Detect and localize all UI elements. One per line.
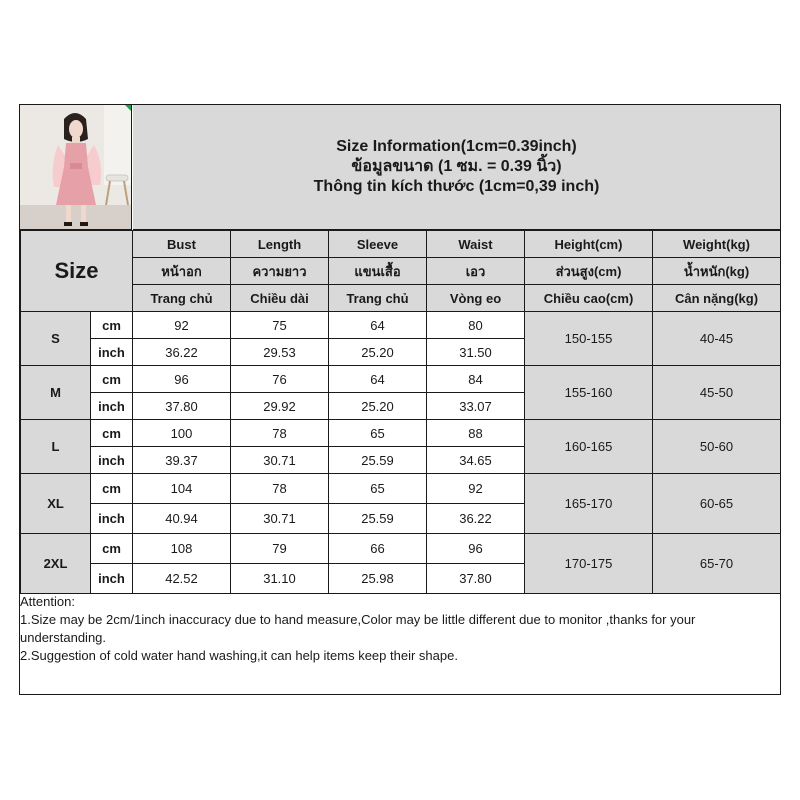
sleeve-inch: 25.59 [329,504,427,534]
length-inch: 30.71 [231,504,329,534]
col-waist-th: เอว [427,258,525,285]
bust-cm: 92 [133,312,231,339]
col-bust-th: หน้าอก [133,258,231,285]
notes-title: Attention: [20,594,75,609]
header-title-th: ข้อมูลขนาด (1 ซม. = 0.39 นิ้ว) [351,158,562,175]
header-title-en: Size Information(1cm=0.39inch) [336,138,577,155]
waist-inch: 33.07 [427,393,525,420]
waist-cm: 80 [427,312,525,339]
length-cm: 78 [231,474,329,504]
sleeve-inch: 25.20 [329,393,427,420]
bust-inch: 42.52 [133,564,231,594]
size-cell: L [21,420,91,474]
waist-inch: 37.80 [427,564,525,594]
col-length-th: ความยาว [231,258,329,285]
col-weight-th: น้ำหนัก(kg) [653,258,781,285]
notes-line-1: 1.Size may be 2cm/1inch inaccuracy due to hand measure,Color may be little different due to monitor ,thanks for your understanding. [20,612,696,645]
col-length-vi: Chiều dài [231,285,329,312]
bust-cm: 108 [133,534,231,564]
height-range: 160-165 [525,420,653,474]
unit-inch: inch [91,447,133,474]
sleeve-inch: 25.20 [329,339,427,366]
sleeve-cm: 64 [329,366,427,393]
size-cell: 2XL [21,534,91,594]
bust-inch: 37.80 [133,393,231,420]
table-row [21,474,781,504]
bust-inch: 39.37 [133,447,231,474]
waist-inch: 31.50 [427,339,525,366]
sleeve-cm: 64 [329,312,427,339]
table-row [21,534,781,564]
height-range: 165-170 [525,474,653,534]
size-column-title: Size [21,231,133,312]
bust-inch: 40.94 [133,504,231,534]
unit-inch: inch [91,504,133,534]
col-height-en: Height(cm) [525,231,653,258]
header-title-vi: Thông tin kích thước (1cm=0,39 inch) [313,178,600,195]
sleeve-cm: 66 [329,534,427,564]
length-inch: 29.53 [231,339,329,366]
col-waist-en: Waist [427,231,525,258]
col-sleeve-vi: Trang chủ [329,285,427,312]
weight-range: 50-60 [653,420,781,474]
unit-cm: cm [91,312,133,339]
col-bust-vi: Trang chủ [133,285,231,312]
unit-cm: cm [91,474,133,504]
unit-inch: inch [91,393,133,420]
bust-inch: 36.22 [133,339,231,366]
size-table [20,230,781,594]
size-cell: M [21,366,91,420]
weight-range: 65-70 [653,534,781,594]
weight-range: 40-45 [653,312,781,366]
height-range: 155-160 [525,366,653,420]
col-waist-vi: Vòng eo [427,285,525,312]
col-height-vi: Chiều cao(cm) [525,285,653,312]
weight-range: 60-65 [653,474,781,534]
bust-cm: 96 [133,366,231,393]
length-cm: 78 [231,420,329,447]
table-row [21,366,781,393]
attention-notes [20,593,778,665]
col-sleeve-en: Sleeve [329,231,427,258]
col-length-en: Length [231,231,329,258]
length-inch: 30.71 [231,447,329,474]
sleeve-cm: 65 [329,420,427,447]
sleeve-inch: 25.98 [329,564,427,594]
col-height-th: ส่วนสูง(cm) [525,258,653,285]
unit-cm: cm [91,420,133,447]
sleeve-cm: 65 [329,474,427,504]
length-cm: 75 [231,312,329,339]
table-row [21,420,781,447]
length-cm: 79 [231,534,329,564]
col-weight-en: Weight(kg) [653,231,781,258]
col-sleeve-th: แขนเสื้อ [329,258,427,285]
bust-cm: 100 [133,420,231,447]
waist-cm: 88 [427,420,525,447]
sleeve-inch: 25.59 [329,447,427,474]
table-row [21,312,781,339]
waist-cm: 84 [427,366,525,393]
unit-inch: inch [91,564,133,594]
waist-inch: 36.22 [427,504,525,534]
unit-cm: cm [91,366,133,393]
unit-inch: inch [91,339,133,366]
waist-inch: 34.65 [427,447,525,474]
corner-marker [125,105,131,111]
height-range: 150-155 [525,312,653,366]
col-bust-en: Bust [133,231,231,258]
unit-cm: cm [91,534,133,564]
size-cell: S [21,312,91,366]
model-photo [20,105,132,230]
waist-cm: 92 [427,474,525,504]
size-cell: XL [21,474,91,534]
length-cm: 76 [231,366,329,393]
length-inch: 31.10 [231,564,329,594]
waist-cm: 96 [427,534,525,564]
height-range: 170-175 [525,534,653,594]
size-info-header [133,105,780,230]
bust-cm: 104 [133,474,231,504]
model-photo-illustration [20,105,132,230]
length-inch: 29.92 [231,393,329,420]
weight-range: 45-50 [653,366,781,420]
notes-line-2: 2.Suggestion of cold water hand washing,it can help items keep their shape. [20,648,458,663]
col-weight-vi: Cân nặng(kg) [653,285,781,312]
